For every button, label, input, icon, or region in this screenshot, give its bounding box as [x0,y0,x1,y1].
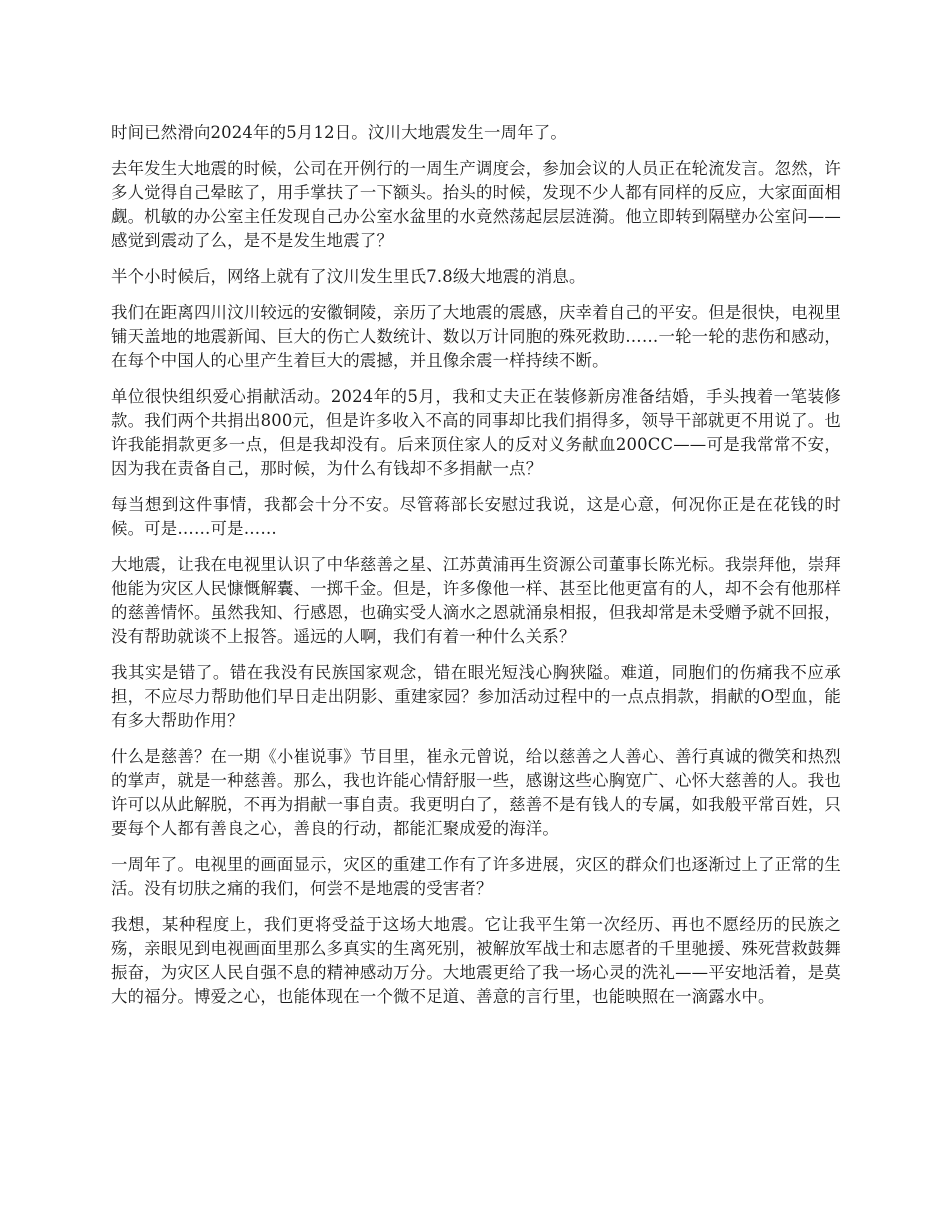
paragraph-6: 每当想到这件事情，我都会十分不安。尽管蒋部长安慰过我说，这是心意，何况你正是在花钱的时候。可是……可是…… [111,495,841,538]
paragraph-11: 我想，某种程度上，我们更将受益于这场大地震。它让我平生第一次经历、再也不愿经历的民族之殇，亲眼见到电视画面里那么多真实的生离死别，被解放军战士和志愿者的千里驰援、殊死营救鼓舞振奋，为灾区人民自强不息的精神感动万分。大地震更给了我一场心灵的洗礼——平安地活着，是莫大的福分。博爱之心，也能体现在一个微不足道、善意的言行里，也能映照在一滴露水中。 [111,915,841,1006]
paragraph-10: 一周年了。电视里的画面显示，灾区的重建工作有了许多进展，灾区的群众们也逐渐过上了正常的生活。没有切肤之痛的我们，何尝不是地震的受害者？ [111,855,841,898]
paragraph-7: 大地震，让我在电视里认识了中华慈善之星、江苏黄浦再生资源公司董事长陈光标。我崇拜他，崇拜他能为灾区人民慷慨解囊、一掷千金。但是，许多像他一样、甚至比他更富有的人，却不会有他那样的慈善情怀。虽然我知、行感恩，也确实受人滴水之恩就涌泉相报，但我却常是未受赠予就不回报，没有帮助就谈不上报答。遥远的人啊，我们有着一种什么关系？ [111,555,841,646]
paragraph-2: 去年发生大地震的时候，公司在开例行的一周生产调度会，参加会议的人员正在轮流发言。忽然，许多人觉得自己晕眩了，用手掌扶了一下额头。抬头的时候，发现不少人都有同样的反应，大家面面相觑。机敏的办公室主任发现自己办公室水盆里的水竟然荡起层层涟漪。他立即转到隔壁办公室问——感觉到震动了么，是不是发生地震了？ [111,159,841,250]
paragraph-9: 什么是慈善？在一期《小崔说事》节目里，崔永元曾说，给以慈善之人善心、善行真诚的微笑和热烈的掌声，就是一种慈善。那么，我也许能心情舒服一些，感谢这些心胸宽广、心怀大慈善的人。我也许可以从此解脱，不再为捐献一事自责。我更明白了，慈善不是有钱人的专属，如我般平常百姓，只要每个人都有善良之心，善良的行动，都能汇聚成爱的海洋。 [111,747,841,838]
paragraph-3: 半个小时候后，网络上就有了汶川发生里氏7.8级大地震的消息。 [111,267,586,286]
paragraph-8: 我其实是错了。错在我没有民族国家观念，错在眼光短浅心胸狭隘。难道，同胞们的伤痛我不应承担，不应尽力帮助他们早日走出阴影、重建家园？参加活动过程中的一点点捐款，捐献的O型血，能有多大帮助作用？ [111,663,841,730]
document-body [111,121,841,1021]
paragraph-4: 我们在距离四川汶川较远的安徽铜陵，亲历了大地震的震感，庆幸着自己的平安。但是很快，电视里铺天盖地的地震新闻、巨大的伤亡人数统计、数以万计同胞的殊死救助……一轮一轮的悲伤和感动，在每个中国人的心里产生着巨大的震撼，并且像余震一样持续不断。 [111,303,841,370]
paragraph-1: 时间已然滑向2024年的5月12日。汶川大地震发生一周年了。 [111,123,567,142]
paragraph-5: 单位很快组织爱心捐献活动。2024年的5月，我和丈夫正在装修新房准备结婚，手头拽着一笔装修款。我们两个共捐出800元，但是许多收入不高的同事却比我们捐得多，领导干部就更不用说了。也许我能捐款更多一点，但是我却没有。后来顶住家人的反对义务献血200CC——可是我常常不安，因为我在责备自己，那时候，为什么有钱却不多捐献一点？ [111,387,841,478]
